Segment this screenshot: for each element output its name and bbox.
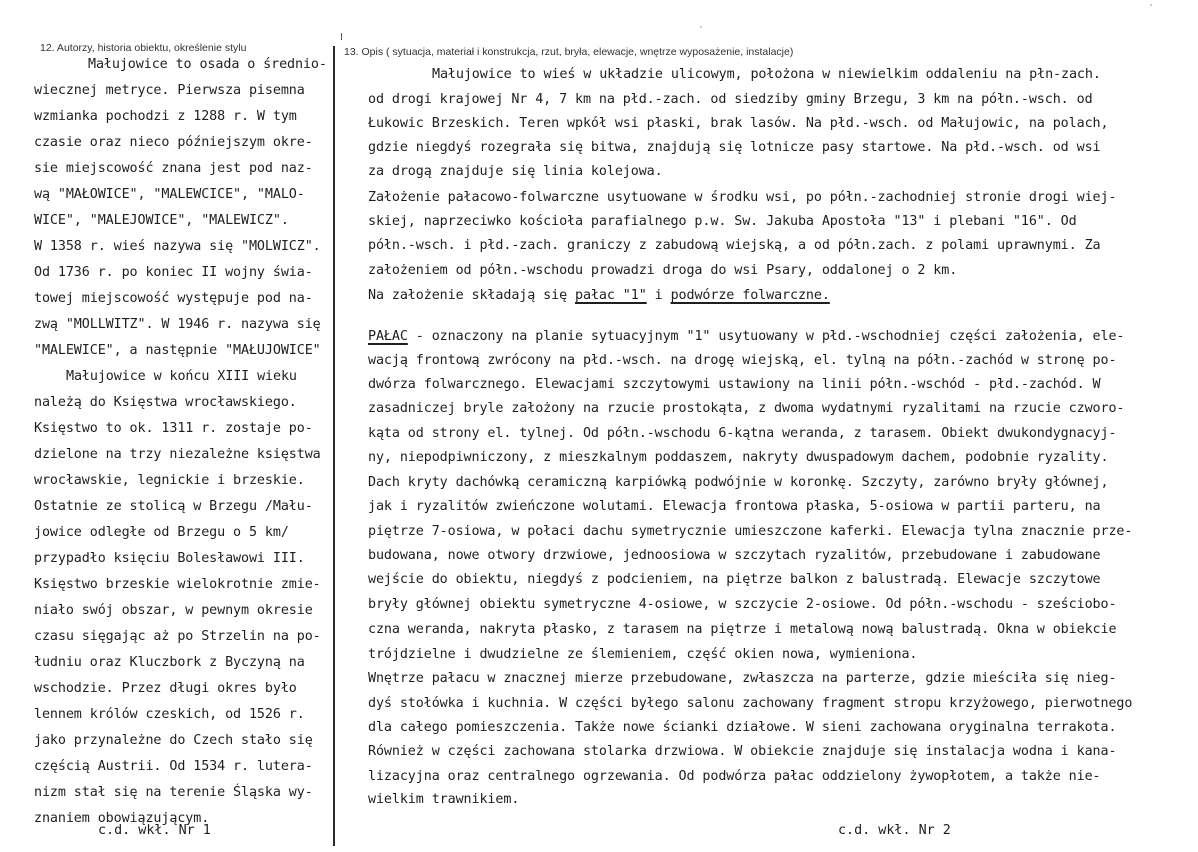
left-text-line: Ostatnie ze stolicą w Brzegu /Mału- bbox=[34, 499, 313, 514]
left-text-line: lennem królów czeskich, od 1526 r. bbox=[34, 707, 305, 722]
left-text-line: Od 1736 r. po koniec II wojny świa- bbox=[34, 265, 313, 280]
left-text-line: znaniem obowiązującym. bbox=[34, 811, 210, 826]
right-text-line: gdzie niegdyś rozegrała się bitwa, znajdują się lotnicze pasy startowe. Na płd.-wsch. od wsi bbox=[368, 140, 1101, 155]
summary-folwark-link: podwórze folwarczne. bbox=[670, 288, 830, 303]
left-text-line: wschodzie. Przez długi okres było bbox=[34, 681, 297, 696]
left-text-line: Księstwo to ok. 1311 r. zostaje po- bbox=[34, 421, 313, 436]
section-13-heading: 13. Opis ( sytuacja, materiał i konstrukcja, rzut, bryła, elewacje, wnętrze wyposażenie, instalacje) bbox=[344, 46, 794, 58]
right-column-text bbox=[368, 66, 1168, 846]
right-text-line: piętrze 7-osiowa, w połaci dachu symetrycznie umieszczone kaferki. Elewacja tylna znacznie prze- bbox=[368, 524, 1133, 539]
left-text-line: Księstwo brzeskie wielokrotnie zmie- bbox=[34, 577, 321, 592]
left-text-line: czasie oraz nieco późniejszym okre- bbox=[34, 135, 313, 150]
right-text-line: budowana, nowe otwory drzwiowe, jednoosiowa w szczytach ryzalitów, przebudowane i zabudowane bbox=[368, 548, 1101, 563]
left-column-text bbox=[34, 56, 330, 846]
right-text-line: bryły głównej obiektu symetryczne 4-osiowe, w szczycie 2-osiowe. Od półn.-wschodu - sześciobo- bbox=[368, 597, 1117, 612]
palac-label: PAŁAC bbox=[368, 329, 408, 344]
left-text-line: łudniu oraz Kluczbork z Byczyną na bbox=[34, 655, 305, 670]
right-text-line: czna weranda, nakryta płasko, z tarasem na piętrze i metalową nową balustradą. Okna w obiekcie bbox=[368, 622, 1117, 637]
left-text-line: wrocławskie, legnickie i brzeskie. bbox=[34, 473, 305, 488]
summary-prefix: Na założenie składają się bbox=[368, 288, 576, 303]
left-text-line: przypadło księciu Bolesławowi III. bbox=[34, 551, 305, 566]
summary-line bbox=[368, 287, 830, 305]
left-text-line: czasu sięgając aż po Strzelin na po- bbox=[34, 629, 321, 644]
right-text-line: kąta od strony el. tylnej. Od półn.-wschodu 6-kątna weranda, z tarasem. Obiekt dwukondygnacyj- bbox=[368, 426, 1117, 441]
right-text-line: dwórza folwarcznego. Elewacjami szczytowymi ustawiony na linii półn.-wschód - płd.-zachód. W bbox=[368, 377, 1101, 392]
left-text-line: niało swój obszar, w pewnym okresie bbox=[34, 603, 313, 618]
right-text-line: półn.-wsch. i płd.-zach. graniczy z zabudową wiejską, a od półn.zach. z polami uprawnymi. Za bbox=[368, 238, 1101, 253]
right-text-line: lizacyjna oraz centralnego ogrzewania. Od podwórza pałac oddzielony żywopłotem, a także nie- bbox=[368, 769, 1101, 784]
scan-speck bbox=[700, 26, 702, 28]
right-text-line: skiej, naprzeciwko kościoła parafialnego p.w. Sw. Jakuba Apostoła "13" i plebani "16". Od bbox=[368, 214, 1077, 229]
section-12-heading: 12. Autorzy, historia obiektu, określenie stylu bbox=[40, 42, 247, 54]
left-text-line: W 1358 r. wieś nazywa się "MOLWICZ". bbox=[34, 239, 321, 254]
left-text-line: Małujowice w końcu XIII wieku bbox=[66, 369, 297, 384]
right-text-line: Łukowic Brzeskich. Teren wpkół wsi płaski, brak lasów. Na płd.-wsch. od Małujowic, na polach, bbox=[368, 116, 1109, 131]
right-text-line: ny, niepodpiwniczony, z mieszkalnym poddaszem, nakryty dwuspadowym dachem, podobnie ryzality. bbox=[368, 450, 1109, 465]
left-text-line: zwą "MOLLWITZ". W 1946 r. nazywa się bbox=[34, 317, 321, 332]
palac-first-line bbox=[368, 328, 1124, 346]
scan-speck bbox=[1150, 4, 1152, 6]
left-text-line: WICE", "MALEJOWICE", "MALEWICZ". bbox=[34, 213, 289, 228]
right-text-line: wacją frontową zwrócony na płd.-wsch. na drogę wiejską, el. tylną na półn.-zachód w stronę po- bbox=[368, 353, 1117, 368]
left-text-line: jako przynależne do Czech stało się bbox=[34, 733, 313, 748]
right-text-line: Również w części zachowana stolarka drzwiowa. W obiekcie znajduje się instalacja wodna i kana- bbox=[368, 744, 1117, 759]
right-text-line: jak i ryzalitów zwieńczone wolutami. Elewacja frontowa płaska, 5-osiowa w partii parteru, na bbox=[368, 499, 1101, 514]
right-text-line: dyś stołówka i kuchnia. W części byłego salonu zachowany fragment stropu krzyżowego, pierwotnego bbox=[368, 696, 1133, 711]
right-footer: c.d. wkł. Nr 2 bbox=[838, 823, 951, 838]
column-tick-mark bbox=[341, 33, 342, 40]
right-text-line: zasadniczej bryle założony na rzucie prostokąta, z dwoma wydatnymi ryzalitami na rzucie czworo- bbox=[368, 401, 1125, 416]
right-text-line: założeniem od półn.-wschodu prowadzi droga do wsi Psary, oddalonej o 2 km. bbox=[368, 263, 958, 278]
right-text-line: wejście do obiektu, niegdyś z podcieniem, na piętrze balkon z balustradą. Elewacje szczytowe bbox=[368, 572, 1101, 587]
left-text-line: częścią Austrii. Od 1534 r. lutera- bbox=[34, 759, 313, 774]
left-text-line: wiecznej metryce. Pierwsza pisemna bbox=[34, 83, 305, 98]
left-text-line: należą do Księstwa wrocławskiego. bbox=[34, 395, 297, 410]
left-text-line: Małujowice to osada o średnio- bbox=[88, 57, 327, 72]
right-text-line: od drogi krajowej Nr 4, 7 km na płd.-zach. od siedziby gminy Brzegu, 3 km na półn.-wsch. od bbox=[368, 92, 1093, 107]
left-text-line: dzielone na trzy niezależne księstwa bbox=[34, 447, 321, 462]
right-text-line: Wnętrze pałacu w znacznej mierze przebudowane, zwłaszcza na parterze, gdzie mieściła się nieg- bbox=[368, 671, 1117, 686]
left-text-line: sie miejscowość znana jest pod naz- bbox=[34, 161, 313, 176]
right-text-line: za drogą znajduje się linia kolejowa. bbox=[368, 164, 663, 179]
column-divider bbox=[333, 46, 335, 846]
left-text-line: "MALEWICE", a następnie "MAŁUJOWICE" bbox=[34, 343, 321, 358]
right-text-line: Dach kryty dachówką ceramiczną karpiówką podwójnie w koronkę. Szczyty, zarówno bryły głównej, bbox=[368, 475, 1109, 490]
summary-mid: i bbox=[646, 288, 671, 303]
left-text-line: nizm stał się na terenie Śląska wy- bbox=[34, 785, 313, 800]
palac-first-text: - oznaczony na planie sytuacyjnym "1" usytuowany w płd.-wschodniej części założenia, ele- bbox=[407, 329, 1125, 344]
right-text-line: trójdzielne i dwudzielne ze ślemieniem, część okien nowa, wymieniona. bbox=[368, 647, 918, 662]
left-text-line: wzmianka pochodzi z 1288 r. W tym bbox=[34, 109, 297, 124]
right-text-line: Założenie pałacowo-folwarczne usytuowane w środku wsi, po półn.-zachodniej stronie drogi wiej- bbox=[368, 190, 1117, 205]
right-text-line: Małujowice to wieś w układzie ulicowym, położona w niewielkim oddaleniu na płn-zach. bbox=[432, 67, 1101, 82]
left-footer: c.d. wkł. Nr 1 bbox=[98, 823, 211, 838]
left-text-line: towej miejscowość występuje pod na- bbox=[34, 291, 313, 306]
right-text-line: dla całego pomieszczenia. Także nowe ścianki działowe. W sieni zachowana oryginalna terrakota. bbox=[368, 720, 1117, 735]
right-text-line: wielkim trawnikiem. bbox=[368, 792, 520, 807]
summary-palace-link: pałac "1" bbox=[575, 288, 647, 303]
left-text-line: wą "MAŁOWICE", "MALEWCICE", "MALO- bbox=[34, 187, 305, 202]
left-text-line: jowice odległe od Brzegu o 5 km/ bbox=[34, 525, 289, 540]
